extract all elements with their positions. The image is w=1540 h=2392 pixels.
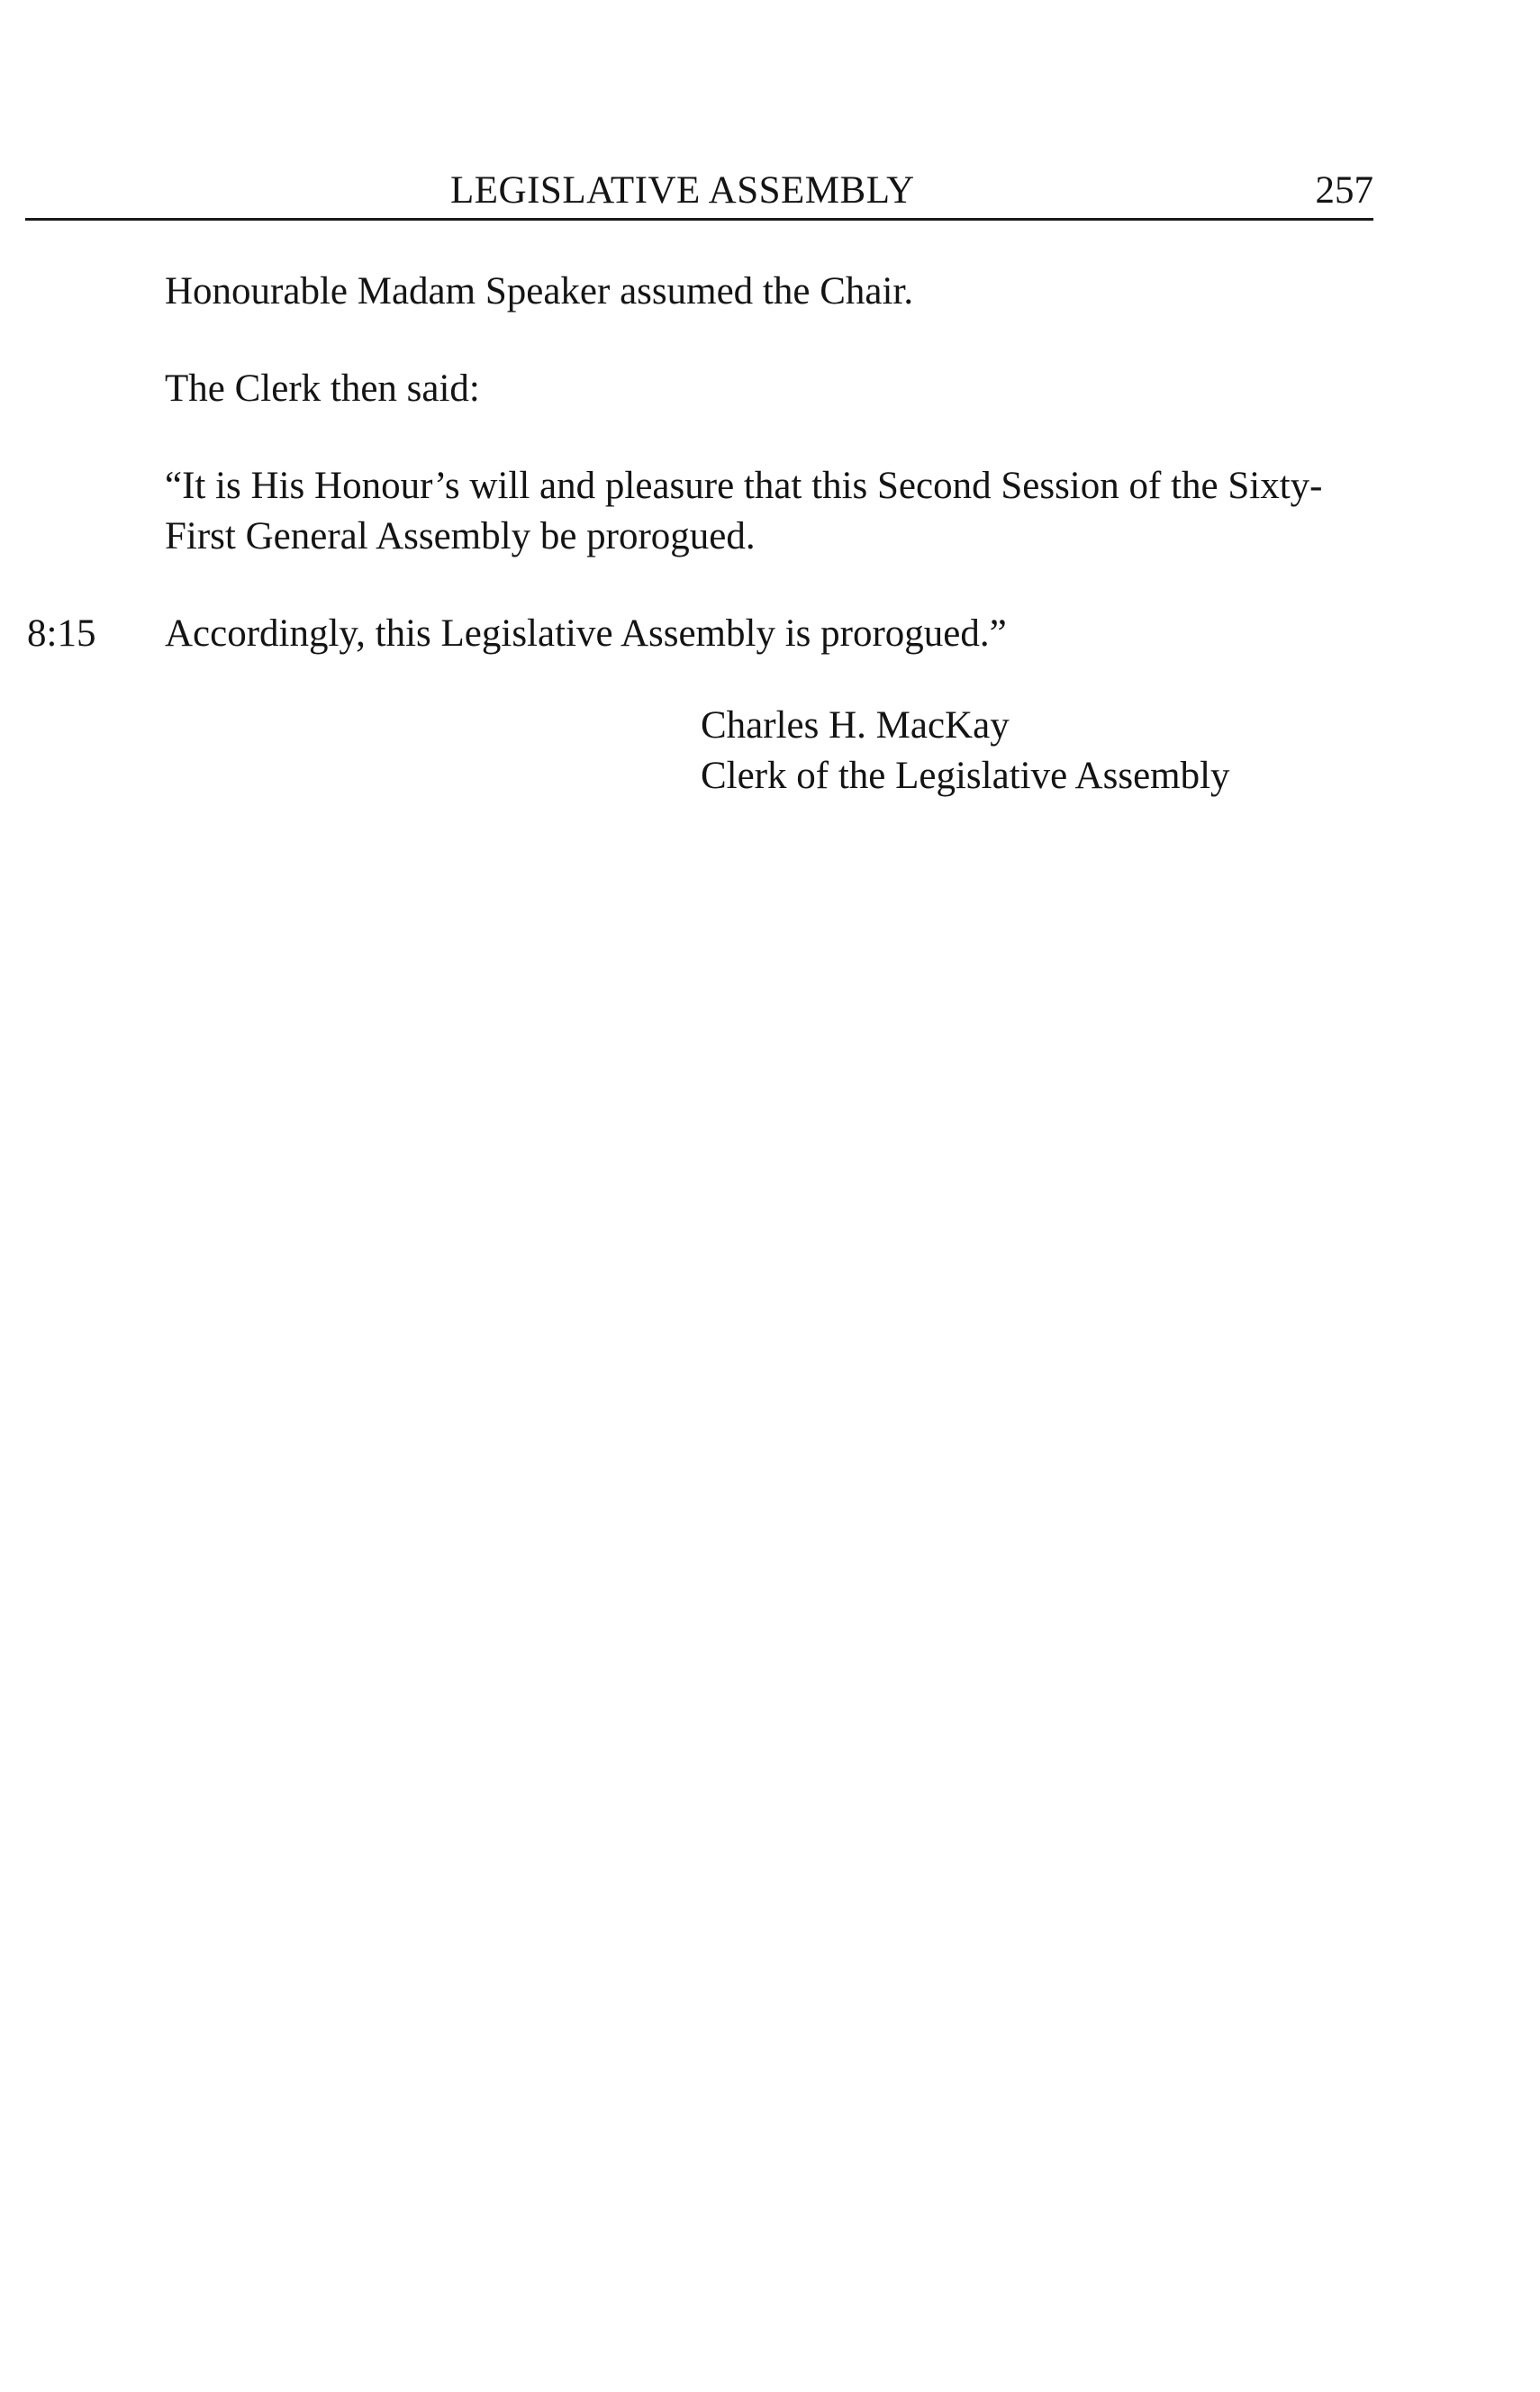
prorogation-quote-paragraph [165, 461, 1323, 562]
prorogued-paragraph: Accordingly, this Legislative Assembly is prorogued.” [165, 612, 1007, 655]
signatory-name: Charles H. MacKay [701, 704, 1010, 747]
signatory-title: Clerk of the Legislative Assembly [701, 755, 1230, 797]
quote-line-1: “It is His Honour’s will and pleasure that this Second Session of the Sixty- [165, 465, 1323, 507]
signature-block [701, 701, 1230, 802]
header-title: LEGISLATIVE ASSEMBLY [450, 169, 915, 212]
clerk-said-paragraph: The Clerk then said: [165, 367, 480, 410]
quote-line-2: First General Assembly be prorogued. [165, 515, 756, 557]
speaker-assumed-chair-paragraph: Honourable Madam Speaker assumed the Chair. [165, 270, 914, 313]
time-stamp: 8:15 [27, 612, 96, 655]
page-number: 257 [1315, 169, 1373, 212]
running-header [25, 162, 1373, 221]
